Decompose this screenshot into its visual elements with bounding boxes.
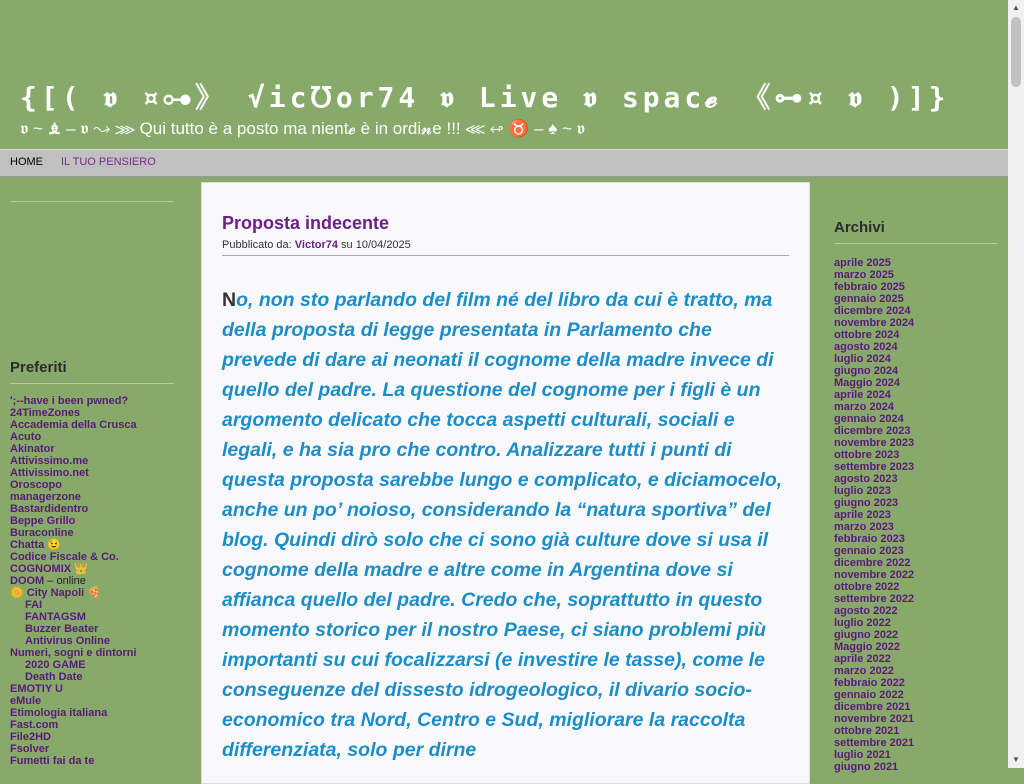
favorites-item — [10, 671, 137, 683]
favorites-item — [10, 551, 137, 563]
archive-month-link[interactable]: ottobre 2024 — [834, 329, 900, 341]
favorites-item — [10, 695, 137, 707]
favorites-item — [10, 659, 137, 671]
archive-item — [834, 485, 914, 497]
favorites-item — [10, 731, 137, 743]
archive-item — [834, 461, 914, 473]
favorites-item — [10, 743, 137, 755]
archive-item — [834, 317, 914, 329]
archive-month-link[interactable]: giugno 2021 — [834, 761, 899, 773]
archive-item — [834, 617, 914, 629]
favorites-item — [10, 407, 137, 419]
archive-month-link[interactable]: ottobre 2023 — [834, 449, 900, 461]
archive-month-link[interactable]: agosto 2024 — [834, 341, 898, 353]
archive-month-link[interactable]: aprile 2025 — [834, 257, 891, 269]
favorites-item — [10, 683, 137, 695]
post-dropcap: N — [222, 289, 237, 311]
favorites-item — [10, 395, 137, 407]
archive-month-link[interactable]: luglio 2023 — [834, 485, 891, 497]
favorites-link[interactable]: Death Date — [25, 671, 83, 683]
archive-item — [834, 665, 914, 677]
favorites-item — [10, 455, 137, 467]
favorites-item — [10, 443, 137, 455]
archive-month-link[interactable]: marzo 2023 — [834, 521, 894, 533]
archive-item — [834, 533, 914, 545]
sidebar-divider — [10, 201, 174, 202]
favorites-link[interactable]: 2020 GAME — [25, 659, 86, 671]
favorites-link[interactable]: Fumetti fai da te — [10, 755, 95, 767]
archive-month-link[interactable]: novembre 2023 — [834, 437, 915, 449]
archive-month-link[interactable]: febbraio 2023 — [834, 533, 905, 545]
archive-month-link[interactable]: dicembre 2024 — [834, 305, 911, 317]
favorites-link[interactable]: File2HD — [10, 731, 51, 743]
archive-item — [834, 473, 914, 485]
favorites-item — [10, 575, 137, 587]
favorites-item — [10, 635, 137, 647]
favorites-item — [10, 611, 137, 623]
archive-item — [834, 557, 914, 569]
archive-month-link[interactable]: febbraio 2025 — [834, 281, 905, 293]
archive-item — [834, 761, 914, 773]
archive-month-link[interactable]: agosto 2022 — [834, 605, 898, 617]
archive-item — [834, 677, 914, 689]
archive-item — [834, 377, 914, 389]
favorites-link[interactable]: Etimologia italiana — [10, 707, 108, 719]
site-title[interactable]: {[( 𝖛 ¤⊶》 √ic℧or74 𝖛 Live 𝖛 ѕpac𝓮 《⊶¤ 𝖛 )]} — [20, 81, 950, 114]
favorites-item — [10, 467, 137, 479]
favorites-item — [10, 587, 137, 599]
favorites-item — [10, 491, 137, 503]
archive-month-link[interactable]: ottobre 2022 — [834, 581, 900, 593]
archive-item — [834, 569, 914, 581]
favorites-link[interactable]: FAI — [25, 599, 43, 611]
scrollbar-thumb[interactable] — [1011, 17, 1021, 87]
favorites-link[interactable]: managerzone — [10, 491, 81, 503]
favorites-link[interactable]: Codice Fiscale & Co. — [10, 551, 119, 563]
favorites-link[interactable]: Fast.com — [10, 719, 59, 731]
archive-item — [834, 593, 914, 605]
favorites-item — [10, 755, 137, 767]
favorites-item — [10, 503, 137, 515]
favorites-item-note: – online — [44, 575, 86, 587]
post-meta — [222, 239, 789, 256]
archive-list — [834, 257, 914, 773]
archive-item — [834, 521, 914, 533]
favorites-item — [10, 515, 137, 527]
post-date: 10/04/2025 — [355, 239, 411, 251]
archive-item — [834, 389, 914, 401]
archive-month-link[interactable]: gennaio 2024 — [834, 413, 904, 425]
archive-item — [834, 701, 914, 713]
archive-item — [834, 401, 914, 413]
main-content — [201, 182, 810, 784]
archive-month-link[interactable]: gennaio 2023 — [834, 545, 904, 557]
archive-month-link[interactable]: dicembre 2021 — [834, 701, 911, 713]
archive-item — [834, 281, 914, 293]
nav-home-link[interactable]: HOME — [10, 156, 43, 168]
favorites-link[interactable]: EMOTIY U — [10, 683, 63, 695]
favorites-link[interactable]: Buzzer Beater — [25, 623, 99, 635]
archive-item — [834, 257, 914, 269]
favorites-item — [10, 623, 137, 635]
favorites-item — [10, 563, 137, 575]
favorites-link[interactable]: 24TimeZones — [10, 407, 81, 419]
archive-month-link[interactable]: luglio 2021 — [834, 749, 891, 761]
site-description: 𝖛 ~ ♝ – 𝖛 ↝ ⋙ Qui tutto è a posto ma nient𝓮 è in ordi𝓷e !!! ⋘ ↫ ♉ – ♠ ~ 𝖛 — [20, 119, 586, 138]
favorites-link[interactable]: Fsolver — [10, 743, 50, 755]
archive-month-link[interactable]: aprile 2022 — [834, 653, 891, 665]
archive-month-link[interactable]: agosto 2023 — [834, 473, 898, 485]
favorites-item — [10, 647, 137, 659]
favorites-link[interactable]: Akinator — [10, 443, 55, 455]
archive-month-link[interactable]: aprile 2023 — [834, 509, 891, 521]
favorites-link[interactable]: ';--have i been pwned? — [10, 395, 129, 407]
archive-month-link[interactable]: Maggio 2022 — [834, 641, 901, 653]
favorites-list — [10, 395, 137, 767]
archive-item — [834, 425, 914, 437]
favorites-link[interactable]: COGNOMIX 👑 — [10, 563, 88, 575]
archive-month-link[interactable]: novembre 2024 — [834, 317, 915, 329]
right-sidebar — [834, 219, 998, 773]
favorites-link[interactable]: Oroscopo — [10, 479, 62, 491]
archive-item — [834, 737, 914, 749]
post-title[interactable]: Proposta indecente — [222, 213, 390, 233]
archive-item — [834, 353, 914, 365]
archive-item — [834, 653, 914, 665]
favorites-item — [10, 419, 137, 431]
archive-month-link[interactable]: settembre 2022 — [834, 593, 915, 605]
archive-month-link[interactable]: giugno 2024 — [834, 365, 899, 377]
scroll-up-arrow-icon[interactable]: ▲ — [1012, 3, 1020, 12]
favorites-item — [10, 707, 137, 719]
archive-month-link[interactable]: marzo 2025 — [834, 269, 894, 281]
archive-month-link[interactable]: settembre 2023 — [834, 461, 915, 473]
archive-item — [834, 629, 914, 641]
archive-month-link[interactable]: dicembre 2022 — [834, 557, 911, 569]
archive-month-link[interactable]: luglio 2022 — [834, 617, 891, 629]
archive-month-link[interactable]: novembre 2021 — [834, 713, 915, 725]
archive-title: Archivi — [834, 219, 998, 244]
archive-item — [834, 641, 914, 653]
nav-pensiero-link[interactable]: IL TUO PENSIERO — [61, 156, 156, 168]
archive-item — [834, 329, 914, 341]
favorites-link[interactable]: Beppe Grillo — [10, 515, 76, 527]
favorites-item — [10, 527, 137, 539]
archive-month-link[interactable]: febbraio 2022 — [834, 677, 905, 689]
archive-item — [834, 341, 914, 353]
archive-item — [834, 293, 914, 305]
favorites-link[interactable]: Attivissimo.me — [10, 455, 89, 467]
archive-item — [834, 689, 914, 701]
meta-prefix: Pubblicato da: — [222, 239, 295, 251]
favorites-item — [10, 719, 137, 731]
archive-item — [834, 605, 914, 617]
favorites-link[interactable]: Buraconline — [10, 527, 74, 539]
archive-item — [834, 713, 914, 725]
site-header — [0, 0, 1008, 148]
favorites-item — [10, 539, 137, 551]
favorites-item — [10, 599, 137, 611]
archive-item — [834, 545, 914, 557]
archive-month-link[interactable]: novembre 2022 — [834, 569, 915, 581]
archive-item — [834, 305, 914, 317]
archive-item — [834, 437, 914, 449]
archive-item — [834, 365, 914, 377]
favorites-link[interactable]: Attivissimo.net — [10, 467, 89, 479]
archive-item — [834, 497, 914, 509]
archive-month-link[interactable]: dicembre 2023 — [834, 425, 911, 437]
archive-month-link[interactable]: luglio 2024 — [834, 353, 891, 365]
archive-month-link[interactable]: gennaio 2022 — [834, 689, 904, 701]
favorites-link[interactable]: eMule — [10, 695, 42, 707]
favorites-item — [10, 479, 137, 491]
archive-month-link[interactable]: giugno 2023 — [834, 497, 899, 509]
archive-month-link[interactable]: marzo 2024 — [834, 401, 894, 413]
archive-month-link[interactable]: Maggio 2024 — [834, 377, 901, 389]
favorites-link[interactable]: Antivirus Online — [25, 635, 110, 647]
archive-month-link[interactable]: gennaio 2025 — [834, 293, 904, 305]
favorites-link[interactable]: DOOM — [10, 575, 45, 587]
archive-month-link[interactable]: ottobre 2021 — [834, 725, 900, 737]
archive-item — [834, 413, 914, 425]
archive-month-link[interactable]: marzo 2022 — [834, 665, 894, 677]
archive-item — [834, 269, 914, 281]
favorites-link[interactable]: Numeri, sogni e dintorni — [10, 647, 137, 659]
post-author-link[interactable]: Victor74 — [294, 239, 338, 251]
archive-item — [834, 581, 914, 593]
archive-month-link[interactable]: giugno 2022 — [834, 629, 899, 641]
favorites-link[interactable]: Bastardidentro — [10, 503, 89, 515]
favorites-link[interactable]: FANTAGSM — [25, 611, 86, 623]
favorites-link[interactable]: Chatta 😉 — [10, 539, 61, 551]
page-scrollbar[interactable] — [1008, 0, 1024, 768]
archive-item — [834, 725, 914, 737]
post-body — [222, 285, 789, 765]
favorites-item — [10, 431, 137, 443]
archive-item — [834, 749, 914, 761]
favorites-title: Preferiti — [10, 359, 174, 384]
meta-mid: su — [338, 239, 356, 251]
scroll-down-arrow-icon[interactable]: ▼ — [1012, 755, 1020, 764]
nav-bar — [0, 149, 1008, 177]
archive-item — [834, 449, 914, 461]
archive-month-link[interactable]: aprile 2024 — [834, 389, 891, 401]
favorites-link[interactable]: Acuto — [10, 431, 42, 443]
archive-month-link[interactable]: settembre 2021 — [834, 737, 915, 749]
archive-item — [834, 509, 914, 521]
favorites-link[interactable]: Accademia della Crusca — [10, 419, 137, 431]
favorites-link[interactable]: 🌼 City Napoli 🍕 — [10, 587, 101, 599]
post-body-text: o, non sto parlando del film né del libro da cui è tratto, ma della proposta di legge presentata in Parlamento che prevede di dare ai neonati il cognome della madre invece di quello del padre. La questione del cognome per i figli è un argomento delicato che tocca aspetti culturali, sociali e legali, e ha sia pro che contro. Analizzare tutti i punti di questa proposta sarebbe lungo e complicato, e diciamocelo, anche un po’ noioso, considerando la “natura sportiva” del blog. Quindi dirò solo che ci sono già culture dove si usa il cognome della madre e altre come in Argentina dove si affianca quello del padre. Credo che, soprattutto in questo momento storico per il nostro Paese, ci siano problemi più importanti su cui focalizzarsi (e investire le tasse), come le conseguenze del dissesto idrogeologico, il divario socio-economico tra Nord, Centro e Sud, migliorare la raccolta differenziata, solo per dirne — [222, 289, 783, 761]
